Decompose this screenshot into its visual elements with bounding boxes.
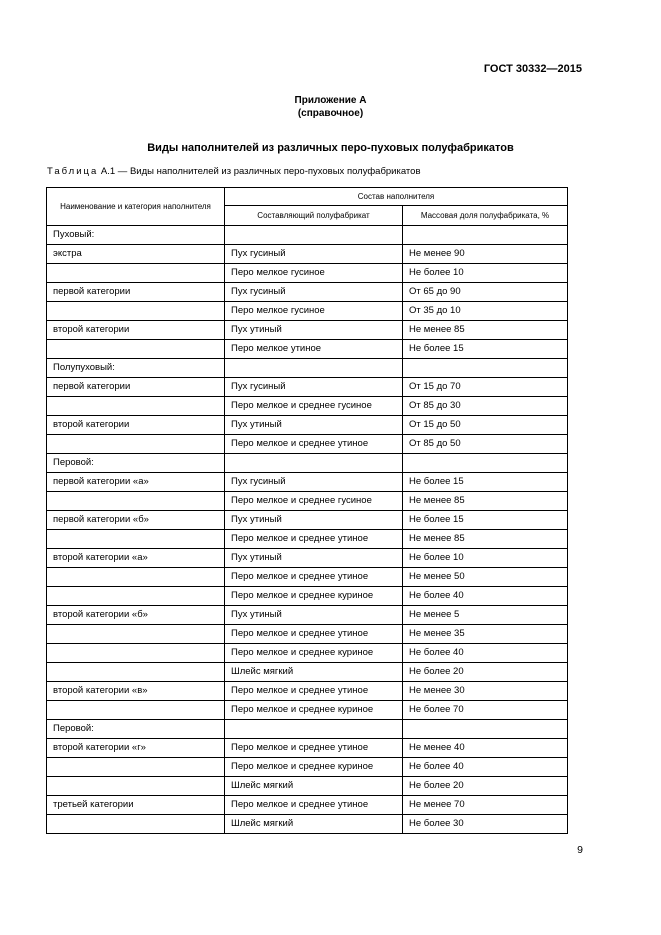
cell-mass-fraction: Не менее 90 [403,245,568,264]
cell-component: Пух гусиный [225,378,403,397]
table-row [47,473,568,492]
page-number: 9 [577,844,583,856]
table-row [47,758,568,777]
header-mass-fraction: Массовая доля полуфабриката, % [403,206,568,226]
table-row [47,530,568,549]
cell-category: второй категории [47,321,225,340]
cell-category [47,492,225,511]
cell-component: Перо мелкое и среднее гусиное [225,397,403,416]
cell-mass-fraction: Не менее 30 [403,682,568,701]
cell-category [47,264,225,283]
table-caption-text: Виды наполнителей из различных перо-пуховых полуфабрикатов [129,166,421,177]
table-row [47,264,568,283]
cell-component: Перо мелкое и среднее куриное [225,587,403,606]
table-row [47,796,568,815]
cell-category: третьей категории [47,796,225,815]
document-code: ГОСТ 30332—2015 [483,63,582,75]
cell-component: Пух утиный [225,549,403,568]
cell-mass-fraction: От 85 до 50 [403,435,568,454]
table-row [47,454,568,473]
cell-category [47,815,225,834]
cell-category: второй категории «в» [47,682,225,701]
cell-component [225,720,403,739]
cell-mass-fraction: От 65 до 90 [403,283,568,302]
cell-mass-fraction: Не менее 40 [403,739,568,758]
cell-component: Перо мелкое и среднее утиное [225,739,403,758]
table-row [47,321,568,340]
cell-mass-fraction [403,720,568,739]
cell-mass-fraction [403,359,568,378]
cell-component: Пух гусиный [225,473,403,492]
cell-component: Пух утиный [225,606,403,625]
table-row [47,378,568,397]
cell-component: Перо мелкое и среднее утиное [225,682,403,701]
cell-category: экстра [47,245,225,264]
cell-mass-fraction: От 85 до 30 [403,397,568,416]
table-row [47,625,568,644]
table-row [47,720,568,739]
table-caption [47,166,421,177]
cell-mass-fraction: От 35 до 10 [403,302,568,321]
table-row [47,492,568,511]
cell-mass-fraction: Не менее 85 [403,530,568,549]
cell-mass-fraction: Не более 10 [403,549,568,568]
table-row [47,663,568,682]
table-row [47,416,568,435]
cell-mass-fraction: Не более 20 [403,663,568,682]
cell-component: Шлейс мягкий [225,663,403,682]
table-row [47,549,568,568]
cell-component [225,454,403,473]
cell-category [47,397,225,416]
header-composition: Состав наполнителя [225,188,568,206]
cell-mass-fraction: Не более 40 [403,758,568,777]
cell-mass-fraction: Не менее 50 [403,568,568,587]
cell-mass-fraction: Не менее 85 [403,321,568,340]
annex-title: Приложение А [294,95,367,106]
cell-category: Полупуховый: [47,359,225,378]
cell-mass-fraction [403,226,568,245]
cell-component: Перо мелкое и среднее куриное [225,758,403,777]
cell-component: Перо мелкое и среднее куриное [225,644,403,663]
cell-category [47,777,225,796]
cell-category [47,587,225,606]
table-row [47,815,568,834]
cell-category: первой категории [47,283,225,302]
cell-category [47,701,225,720]
cell-category: Перовой: [47,720,225,739]
cell-category [47,568,225,587]
cell-component: Перо мелкое и среднее утиное [225,568,403,587]
table-row [47,359,568,378]
cell-category [47,530,225,549]
cell-component: Перо мелкое и среднее утиное [225,435,403,454]
table-caption-number: А.1 — [100,166,128,177]
table-row [47,568,568,587]
table-row [47,644,568,663]
header-component: Составляющий полуфабрикат [225,206,403,226]
header-name-category: Наименование и категория наполнителя [47,188,225,226]
cell-component: Перо мелкое и среднее куриное [225,701,403,720]
cell-component: Перо мелкое гусиное [225,302,403,321]
cell-mass-fraction: От 15 до 50 [403,416,568,435]
cell-category: первой категории «а» [47,473,225,492]
cell-mass-fraction: Не более 15 [403,340,568,359]
cell-mass-fraction: Не более 15 [403,511,568,530]
table-row [47,226,568,245]
cell-mass-fraction: Не менее 35 [403,625,568,644]
table-row [47,587,568,606]
section-heading: Виды наполнителей из различных перо-пуховых полуфабрикатов [147,142,514,154]
table-row [47,777,568,796]
cell-component: Перо мелкое и среднее утиное [225,530,403,549]
table-caption-label: Таблица [47,166,99,177]
cell-category: Пуховый: [47,226,225,245]
cell-component [225,359,403,378]
cell-category: второй категории [47,416,225,435]
cell-category [47,340,225,359]
table-body [47,226,568,834]
cell-category: первой категории «б» [47,511,225,530]
cell-component: Перо мелкое и среднее утиное [225,796,403,815]
table-row [47,511,568,530]
cell-mass-fraction: Не более 20 [403,777,568,796]
cell-mass-fraction: Не менее 70 [403,796,568,815]
cell-component: Пух утиный [225,321,403,340]
table-row [47,682,568,701]
cell-component: Шлейс мягкий [225,777,403,796]
cell-mass-fraction: Не более 40 [403,587,568,606]
cell-component: Перо мелкое гусиное [225,264,403,283]
cell-mass-fraction: Не менее 85 [403,492,568,511]
table-row [47,340,568,359]
cell-category [47,758,225,777]
cell-component: Перо мелкое утиное [225,340,403,359]
table-row [47,701,568,720]
cell-mass-fraction: Не более 15 [403,473,568,492]
cell-component: Пух гусиный [225,283,403,302]
annex-subtitle: (справочное) [297,108,364,119]
cell-component [225,226,403,245]
cell-component: Пух утиный [225,511,403,530]
cell-component: Шлейс мягкий [225,815,403,834]
cell-mass-fraction: Не более 40 [403,644,568,663]
table-row [47,435,568,454]
cell-mass-fraction: Не более 70 [403,701,568,720]
cell-category [47,644,225,663]
cell-category [47,625,225,644]
cell-category: второй категории «б» [47,606,225,625]
cell-component: Перо мелкое и среднее утиное [225,625,403,644]
cell-mass-fraction: Не более 10 [403,264,568,283]
cell-mass-fraction: От 15 до 70 [403,378,568,397]
table-row [47,245,568,264]
cell-category [47,663,225,682]
table-row [47,283,568,302]
table-row [47,302,568,321]
cell-category: второй категории «г» [47,739,225,758]
table-row [47,739,568,758]
cell-mass-fraction: Не более 30 [403,815,568,834]
cell-category: второй категории «а» [47,549,225,568]
cell-category [47,435,225,454]
table-row [47,606,568,625]
table-row [47,397,568,416]
cell-mass-fraction: Не менее 5 [403,606,568,625]
cell-mass-fraction [403,454,568,473]
cell-category: Перовой: [47,454,225,473]
cell-component: Перо мелкое и среднее гусиное [225,492,403,511]
cell-category [47,302,225,321]
filler-types-table [46,187,568,834]
cell-component: Пух утиный [225,416,403,435]
cell-category: первой категории [47,378,225,397]
cell-component: Пух гусиный [225,245,403,264]
